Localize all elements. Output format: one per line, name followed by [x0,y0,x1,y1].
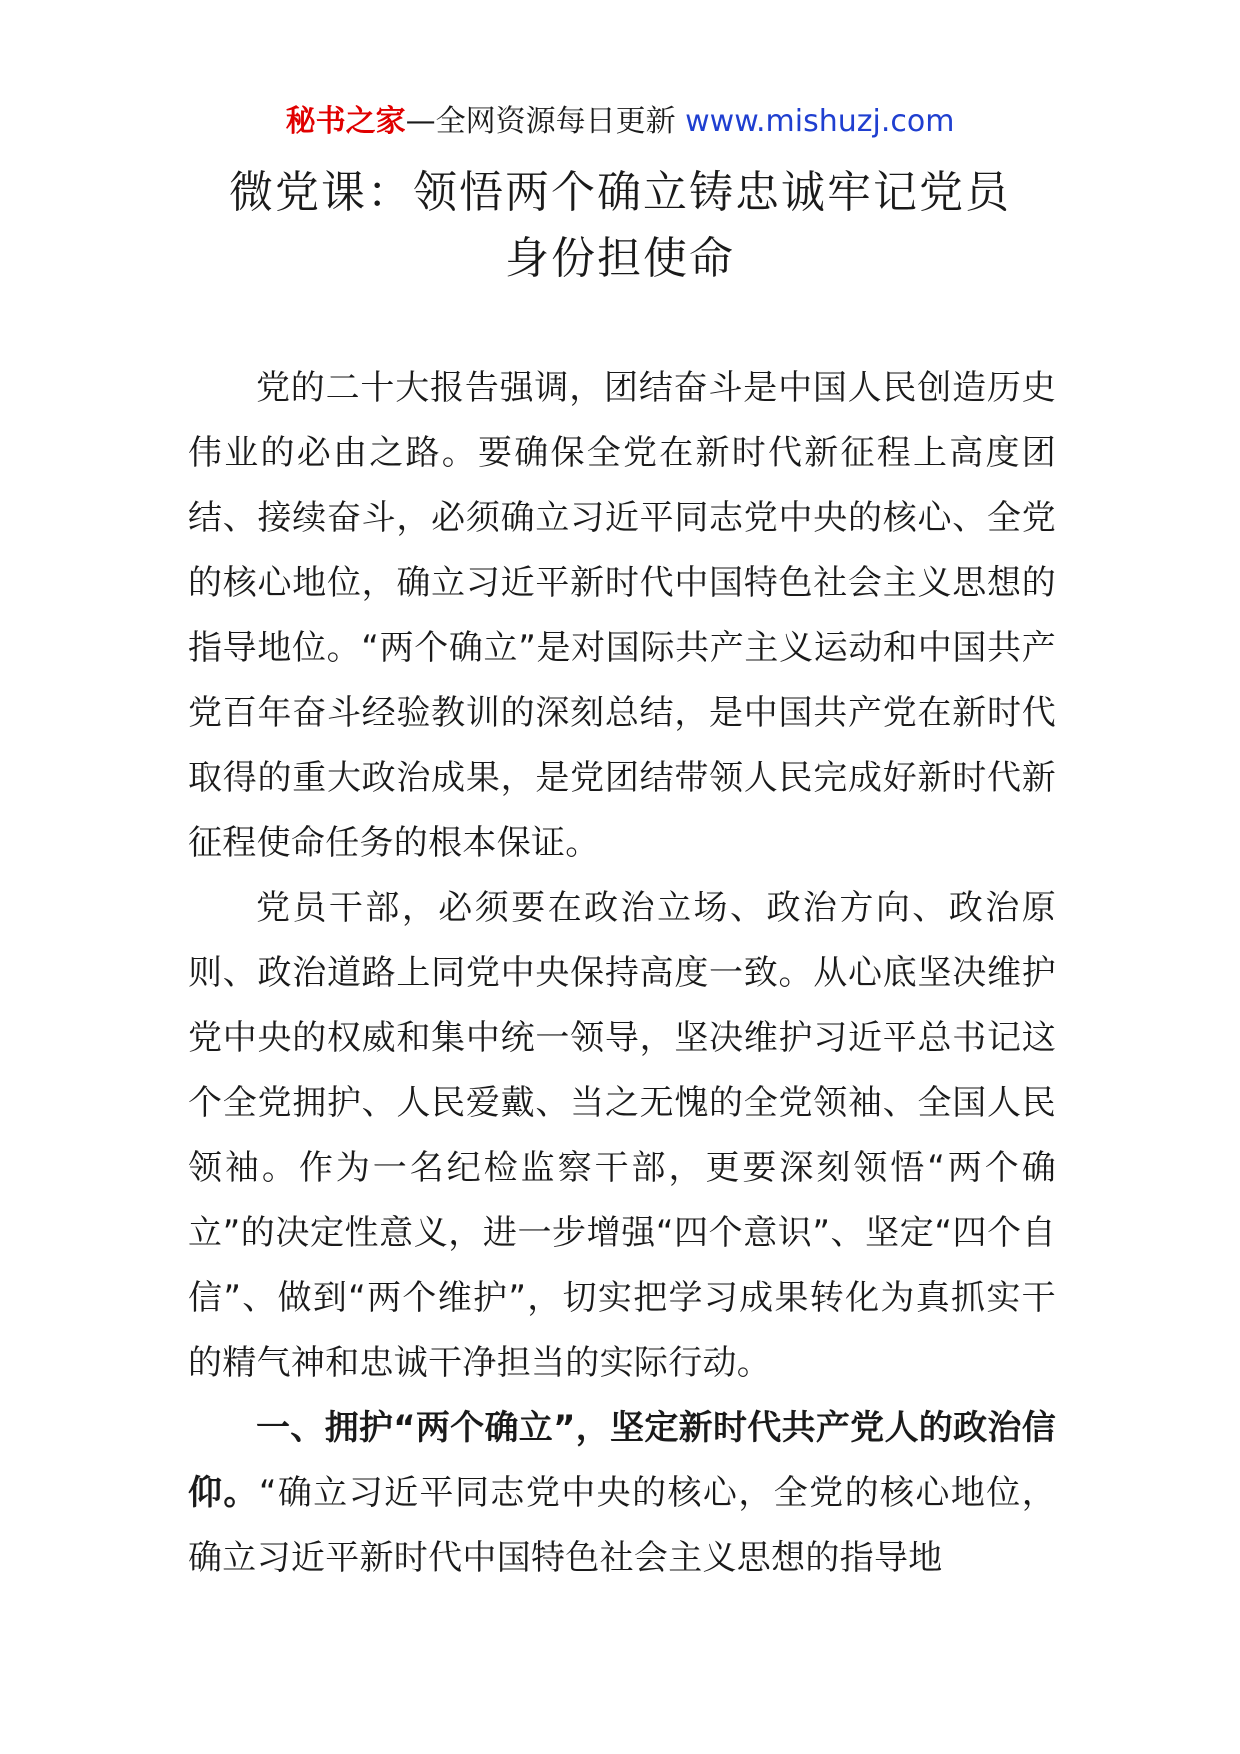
paragraph [188,356,1056,876]
title-line-1: 微党课：领悟两个确立铸忠诚牢记党员 [229,167,1011,218]
brand-name: 秘书之家 [285,104,406,139]
document-title [140,160,1100,292]
watermark-header [0,100,1240,144]
paragraph [188,876,1056,1396]
document-body [188,356,1056,1591]
header-tagline: —全网资源每日更新 [405,104,686,139]
paragraph [188,1396,1056,1591]
title-line-2: 身份担使命 [505,233,735,284]
section-heading: 一、拥护“两个确立”，坚定新时代共产党人的政治信仰。 [188,1408,1056,1513]
header-url[interactable]: www.mishuzj.com [685,104,955,139]
paragraph-text: 党的二十大报告强调，团结奋斗是中国人民创造历史伟业的必由之路。要确保全党在新时代新征程上高度团结、接续奋斗，必须确立习近平同志党中央的核心、全党的核心地位，确立习近平新时代中国特色社会主义思想的指导地位。“两个确立”是对国际共产主义运动和中国共产党百年奋斗经验教训的深刻总结，是中国共产党在新时代取得的重大政治成果，是党团结带领人民完成好新时代新征程使命任务的根本保证。 [188,368,1056,863]
paragraph-text: 党员干部，必须要在政治立场、政治方向、政治原则、政治道路上同党中央保持高度一致。从心底坚决维护党中央的权威和集中统一领导，坚决维护习近平总书记这个全党拥护、人民爱戴、当之无愧的全党领袖、全国人民领袖。作为一名纪检监察干部，更要深刻领悟“两个确立”的决定性意义，进一步增强“四个意识”、坚定“四个自信”、做到“两个维护”，切实把学习成果转化为真抓实干的精气神和忠诚干净担当的实际行动。 [188,888,1056,1383]
paragraph-text: “确立习近平同志党中央的核心，全党的核心地位，确立习近平新时代中国特色社会主义思想的指导地 [188,1473,1056,1578]
